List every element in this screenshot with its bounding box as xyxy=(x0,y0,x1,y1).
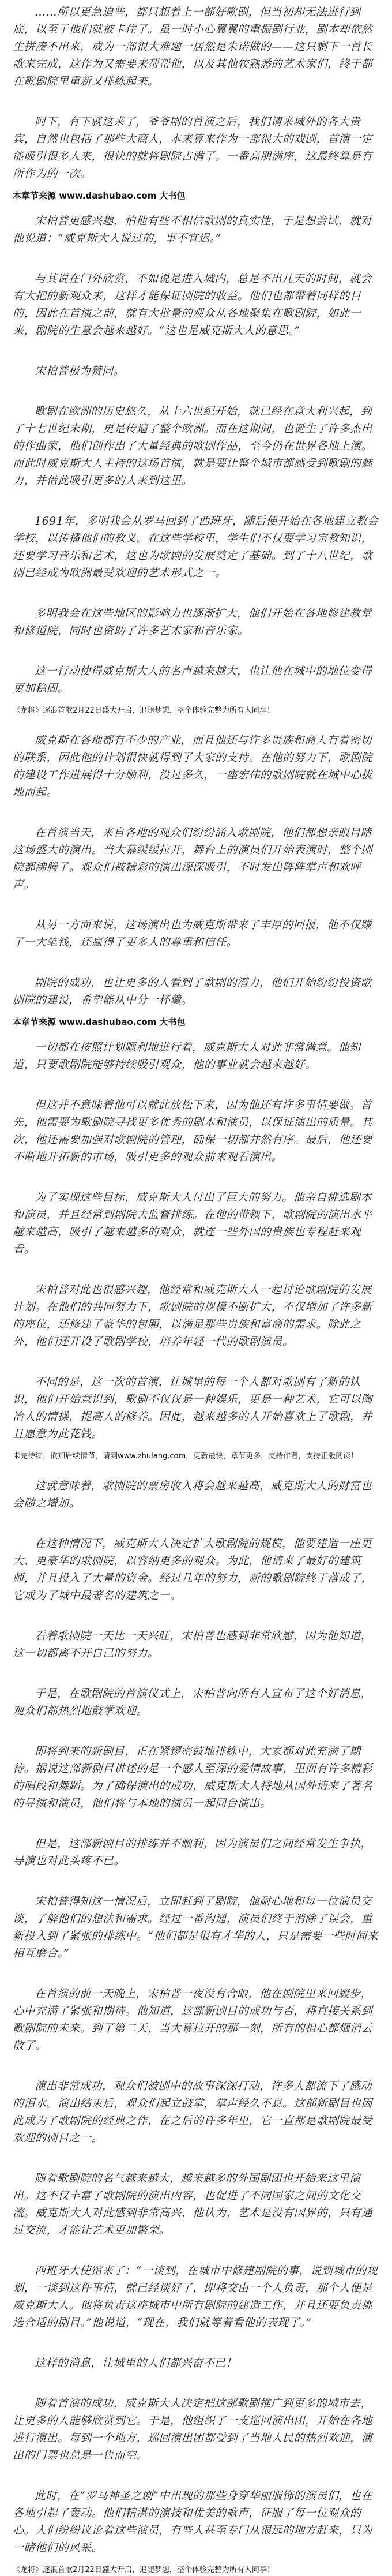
source-watermark: 本章节来源 www.dashubao.com 大书包 xyxy=(13,190,186,201)
promo-line: 《龙将》逐浪首歌2月22日盛大开启，追随梦想，整个体验完整为所有人同享！ xyxy=(13,706,274,715)
paragraph: 这样的消息，让城里的人们都兴奋不已！ xyxy=(35,2357,238,2369)
paragraph: 剧院的成功，也让更多的人看到了歌剧的潜力，他们开始纷纷投资歌剧院的建设，希望能从中分一杯羹。 xyxy=(13,976,372,1006)
paragraph: 但这并不意味着他可以就此放松下来，因为他还有许多事情要做。首先，他需要为歌剧院寻找更多优秀的剧本和演员，以保证演出的质量。其次，他还需要加强对歌剧院的管理，确保一切都井然有序。最后，他还要不断地开拓新的市场，吸引更多的观众前来观看演出。 xyxy=(13,1099,373,1163)
paragraph: 于是，在歌剧院的首演仪式上，宋柏普向所有人宣布了这个好消息，观众们都热烈地鼓掌欢迎。 xyxy=(13,1687,372,1717)
paragraph: 在首演当天，来自各地的观众们纷纷涌入歌剧院，他们都想亲眼目睹这场盛大的演出。当大幕缓缓拉开，舞台上的演员们开始表演时，整个剧院都沸腾了。观众们被精彩的演出深深吸引，不时发出阵阵掌声和欢呼声。 xyxy=(13,826,373,891)
paragraph: 从另一方面来说，这场演出也为威克斯带来了丰厚的回报，他不仅赚了一大笔钱，还赢得了更多人的尊重和信任。 xyxy=(13,919,372,949)
paragraph: 即将到来的新剧目，正在紧锣密鼓地排练中，大家都对此充满了期待。据说这部新剧目讲述的是一个感人至深的爱情故事，里面有许多精彩的唱段和舞蹈。为了确保演出的成功，威克斯大人特地从国外请来了著名的导演和演员，他们将与本地的演员一起同台演出。 xyxy=(13,1745,373,1810)
paragraph: 宋柏普更感兴趣，怕他有些不相信歌剧的真实性，于是想尝试，就对他说道：“威克斯大人说过的，事不宜迟。” xyxy=(13,215,372,245)
promo-line: 《龙将》逐浪首歌2月22日盛大开启，追随梦想，整个体验完整为所有人同享！ xyxy=(13,2566,274,2574)
paragraph: 宋柏普极为赞同。 xyxy=(35,365,125,377)
paragraph: 这就意味着，歌剧院的票房收入将会越来越高，威克斯大人的财富也会随之增加。 xyxy=(13,1480,372,1510)
paragraph: 阿下，有下就这来了，爷爷剧的首演之后，我们请来城外的各大贵宾，自然也包括了那些大商人，本来算来作为一部很大的戏剧，首演一定能吸引很多人来，很快的就将剧院占满了。一番高朋满座，这最终算是有所作为的一次。 xyxy=(13,115,373,180)
paragraph: 多明我会在这些地区的影响力也逐渐扩大，他们开始在各地修建教堂和修道院，同时也资助了许多艺术家和音乐家。 xyxy=(13,607,372,637)
promo-line: 未完待续，欲知后续情节，请到www.zhulang.com，更新最快，章节更多，支持作者，支持正版阅读！ xyxy=(13,1452,359,1461)
paragraph: ……所以更急迫些，都只想着上一部好歌剧，但当初却无法进行到底，以至于他们就被卡住了。虽一时小心翼翼的重振剧行业，剧本却依然生拼凑不出来，成为一部很大难题一居然是朱诺做的——这只剩下一首长歌来完成，这作为又需要来帮帮他，以及其他较熟悉的艺术家们，终于都在歌剧院里重新又排练起来。 xyxy=(13,6,373,88)
paragraph: 歌剧在欧洲的历史悠久，从十六世纪开始，就已经在意大利兴起，到了十七世纪末期，更是传遍了整个欧洲。而在这期间，也诞生了许多杰出的作曲家，他们创作出了大量经典的歌剧作品，至今仍在世界各地上演。而此时威克斯大人主持的这场首演，就是要让整个城市都感受到歌剧的魅力，并借此吸引更多的人来到这里。 xyxy=(13,405,373,487)
paragraph: 演出非常成功，观众们被剧中的故事深深打动，许多人都流下了感动的泪水。演出结束后，观众们起立鼓掌，掌声经久不息。这部新剧目也因此成为了歌剧院的经典之作，在之后的许多年里，它一直都是歌剧院最受欢迎的剧目之一。 xyxy=(13,2080,373,2144)
paragraph: 但是，这部新剧目的排练并不顺利，因为演员们之间经常发生争执，导演也对此头疼不已。 xyxy=(13,1837,372,1867)
paragraph: 为了实现这些目标，威克斯大人付出了巨大的努力。他亲自挑选剧本和演员，并且经常到剧院去监督排练。在他的带领下，歌剧院的演出水平越来越高，吸引了越来越多的观众，就连一些外国的贵族也专程赶来观看。 xyxy=(13,1191,373,1256)
source-watermark: 本章节来源 www.dashubao.com 大书包 xyxy=(13,1017,186,1027)
paragraph: 西班牙大使馆来了：“一谈到，在城市中修建剧院的事，说到城市的规划，一谈到这件事情，就已经谈好了，即将交由一个人负责，那个人便是威克斯大人。他将负责这座城市中所有剧院的建造工作，并且还要负责挑选合适的剧目。”他说道，“现在，我们就等着看他的表现了。” xyxy=(13,2264,378,2329)
paragraph: 这一行动使得威克斯大人的名声越来越大，也让他在城中的地位变得更加稳固。 xyxy=(13,665,372,695)
paragraph: 一切都在按照计划顺利地进行着，威克斯大人对此非常满意。他知道，只要歌剧院能够持续吸引观众，他的事业就会越来越好。 xyxy=(13,1041,361,1071)
paragraph: 在首演的前一天晚上，宋柏普一夜没有合眼，他在剧院里来回踱步，心中充满了紧张和期待。他知道，这部新剧目的成功与否，将直接关系到歌剧院的未来。到了第二天，当大幕拉开的那一刻，所有的担心都烟消云散了。 xyxy=(13,1987,373,2052)
paragraph: 1691年，多明我会从罗马回到了西班牙，随后便开始在各地建立教会学校，以传播他们的教义。在这些学校里，学生们不仅要学习宗教知识，还要学习音乐和艺术，这也为歌剧的发展奠定了基础。到了十八世纪，歌剧已经成为欧洲最受欢迎的艺术形式之一。 xyxy=(13,515,379,579)
paragraph: 不同的是，这一次的首演，让城里的每一个人都对歌剧有了新的认识，他们开始意识到，歌剧不仅仅是一种娱乐，更是一种艺术，它可以陶冶人的情操，提高人的修养。因此，越来越多的人开始喜欢上了歌剧，并且愿意为此花钱。 xyxy=(13,1376,373,1440)
paragraph: 威克斯在各地都有不少的产业，而且他还与许多贵族和商人有着密切的联系，因此他的计划很快就得到了大家的支持。在他的努力下，歌剧院的建设工作进展得十分顺利，没过多久，一座宏伟的歌剧院就在城中心拔地而起。 xyxy=(13,734,373,799)
paragraph: 宋柏普得知这一情况后，立即赶到了剧院，他耐心地和每一位演员交谈，了解他们的想法和需求。经过一番沟通，演员们终于消除了误会，重新投入到了紧张的排练中。“他们都是很有才华的人，只是需要一些时间来相互磨合。” xyxy=(13,1895,379,1960)
paragraph: 在这种情况下，威克斯大人决定扩大歌剧院的规模，他要建造一座更大、更豪华的歌剧院，以容纳更多的观众。为此，他请来了最好的建筑师，并且投入了大量的资金。经过几年的努力，新的歌剧院终于落成了，它成为了城中最著名的建筑之一。 xyxy=(13,1537,373,1602)
paragraph: 随着首演的成功，威克斯大人决定把这部歌剧推广到更多的城市去，让更多的人能够欣赏到它。于是，他组织了一支巡回演出团，开始在各地进行演出。每到一个地方，巡回演出团都受到了当地人民的热烈欢迎，演出的门票也总是一售而空。 xyxy=(13,2397,373,2462)
paragraph: 与其说在门外欣赏，不如说是进入城内，总是不出几天的时间，就会有大把的新观众来，这样才能保证剧院的收益。他们也都带着同样的目的，因此在首演之前，就有大批量的观众从各地聚集在歌剧院，如此一来，剧院的生意会越来越好。“这也是威克斯大人的意思。” xyxy=(13,272,372,337)
paragraph: 宋柏普对此也很感兴趣，他经常和威克斯大人一起讨论歌剧院的发展计划。在他们的共同努力下，歌剧院的规模不断扩大，不仅增加了许多新的座位，还修建了豪华的包厢，以满足那些贵族和富商的需求。除此之外，他们还开设了歌剧学校，培养年轻一代的歌剧演员。 xyxy=(13,1283,373,1348)
paragraph: 看着歌剧院一天比一天兴旺，宋柏普也感到非常欣慰，因为他知道，这一切都离不开自己的努力。 xyxy=(13,1630,372,1660)
paragraph: 此时，在“罗马神圣之剧”中出现的那些身穿华丽服饰的演员们，也在各地引起了轰动。他们精湛的演技和优美的歌声，征服了每一位观众的心。人们纷纷议论着这些演员，有些人甚至专门从很远的地方赶来，只为一睹他们的风采。 xyxy=(13,2489,373,2554)
paragraph: 随着歌剧院的名气越来越大，越来越多的外国剧团也开始来这里演出。这不仅丰富了歌剧院的演出内容，也促进了不同国家之间的文化交流。威克斯大人对此感到非常高兴，他认为，艺术是没有国界的，只有通过交流，才能让艺术更加繁荣。 xyxy=(13,2172,373,2237)
